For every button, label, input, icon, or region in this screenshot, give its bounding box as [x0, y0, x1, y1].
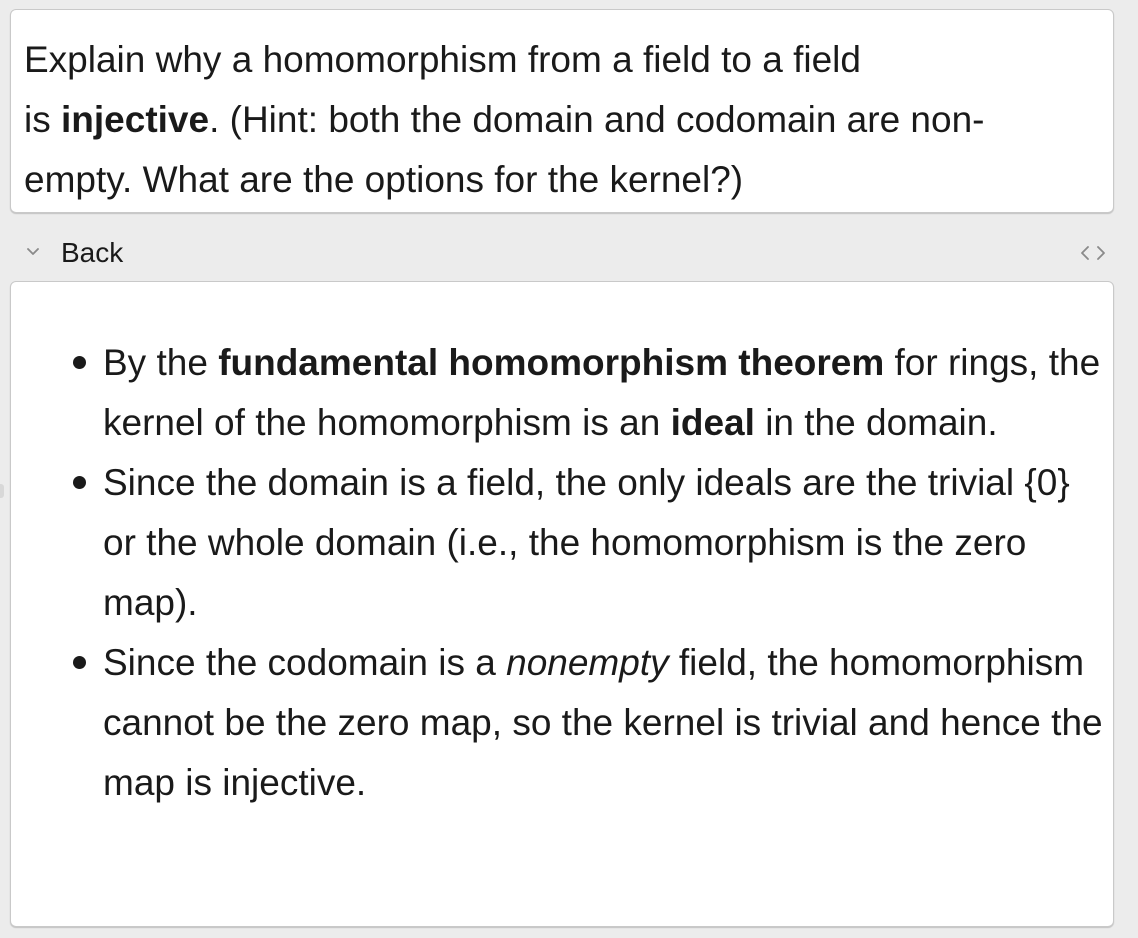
- bullet-1-text-c: in the domain.: [754, 402, 998, 443]
- answer-bullet-list: [103, 333, 1107, 813]
- chevron-down-icon[interactable]: [22, 241, 44, 263]
- bullet-icon: [73, 476, 86, 489]
- bullet-3-text-a: Since the codomain is a: [103, 642, 507, 683]
- bullet-1-bold-theorem: fundamental homomorphism theorem: [218, 342, 885, 383]
- front-text[interactable]: [24, 30, 1084, 210]
- back-field-label: Back: [61, 237, 124, 268]
- back-field-card[interactable]: [10, 281, 1114, 927]
- code-icon[interactable]: [1078, 242, 1108, 264]
- front-field-card[interactable]: [10, 9, 1114, 213]
- front-line-1: Explain why a homomorphism from a field to a field: [24, 39, 861, 80]
- bullet-2-text: Since the domain is a field, the only ideals are the trivial {0} or the whole domain (i.e., the homomorphism is the zero map).: [103, 462, 1070, 623]
- bullet-icon: [73, 356, 86, 369]
- bullet-icon: [73, 656, 86, 669]
- bullet-1-text-b: for rings, the kernel of the homomorphism is an: [103, 342, 1101, 443]
- list-item: [103, 333, 1107, 453]
- front-line-2-suffix: . (Hint: both the domain and codomain are non-: [209, 99, 985, 140]
- list-item: [103, 453, 1107, 633]
- bullet-3-text-b: field, the homomorphism cannot be the zero map, so the kernel is trivial and hence the map is injective.: [103, 642, 1103, 803]
- front-line-2-prefix: is: [24, 99, 61, 140]
- bullet-1-text-a: By the: [103, 342, 219, 383]
- back-field-header[interactable]: [0, 228, 1138, 278]
- front-bold-injective: injective: [61, 99, 210, 140]
- list-item: [103, 633, 1107, 813]
- resize-handle[interactable]: [0, 484, 4, 498]
- bullet-1-bold-ideal: ideal: [670, 402, 755, 443]
- bullet-3-italic-nonempty: nonempty: [506, 642, 669, 683]
- front-line-3: empty. What are the options for the kernel?): [24, 159, 744, 200]
